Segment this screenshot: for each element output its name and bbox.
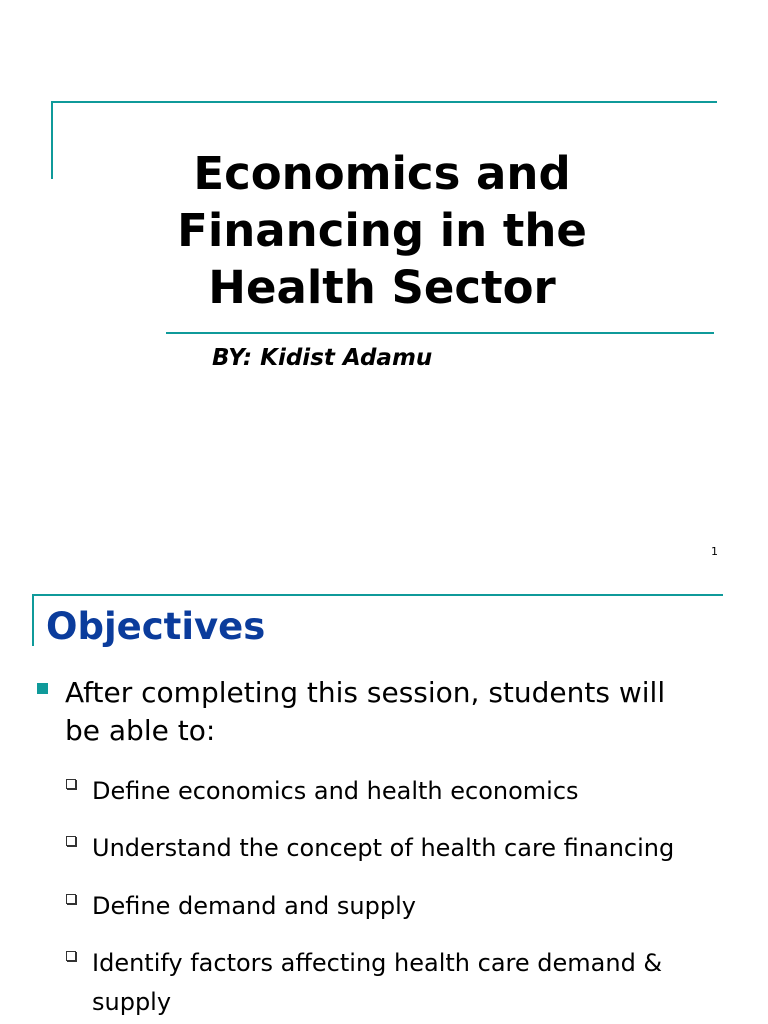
objective-text bbox=[92, 887, 732, 926]
hollow-square-bullet-icon bbox=[66, 836, 76, 846]
objectives-slide bbox=[0, 576, 768, 1024]
objective-line: Define demand and supply bbox=[92, 892, 416, 920]
objective-text bbox=[92, 772, 732, 811]
title-underline-rule bbox=[166, 332, 714, 334]
slide-title-line: Health Sector bbox=[208, 261, 556, 314]
hollow-square-bullet-icon bbox=[66, 779, 76, 789]
slide-title-line: Economics and bbox=[193, 147, 571, 200]
title-frame-top-rule bbox=[51, 101, 717, 103]
objective-text bbox=[92, 944, 732, 1022]
objectives-frame-top-rule bbox=[32, 594, 723, 596]
objective-line: Identify factors affecting health care demand & bbox=[92, 949, 663, 977]
title-frame-left-rule bbox=[51, 101, 53, 179]
intro-text bbox=[65, 674, 725, 750]
intro-line: After completing this session, students will bbox=[65, 676, 666, 709]
hollow-square-bullet-icon bbox=[66, 894, 76, 904]
objectives-frame-left-rule bbox=[32, 594, 34, 646]
author-byline: BY: Kidist Adamu bbox=[212, 345, 433, 371]
objective-text bbox=[92, 829, 732, 868]
objective-line: Understand the concept of health care financing bbox=[92, 834, 675, 862]
page-number: 1 bbox=[711, 545, 718, 558]
slide-title bbox=[166, 145, 598, 316]
objectives-heading: Objectives bbox=[46, 605, 266, 648]
slide-title-line: Financing in the bbox=[177, 204, 587, 257]
objective-line: Define economics and health economics bbox=[92, 777, 579, 805]
hollow-square-bullet-icon bbox=[66, 951, 76, 961]
square-bullet-icon bbox=[37, 683, 48, 694]
objective-line: supply bbox=[92, 988, 172, 1016]
intro-line: be able to: bbox=[65, 714, 216, 747]
